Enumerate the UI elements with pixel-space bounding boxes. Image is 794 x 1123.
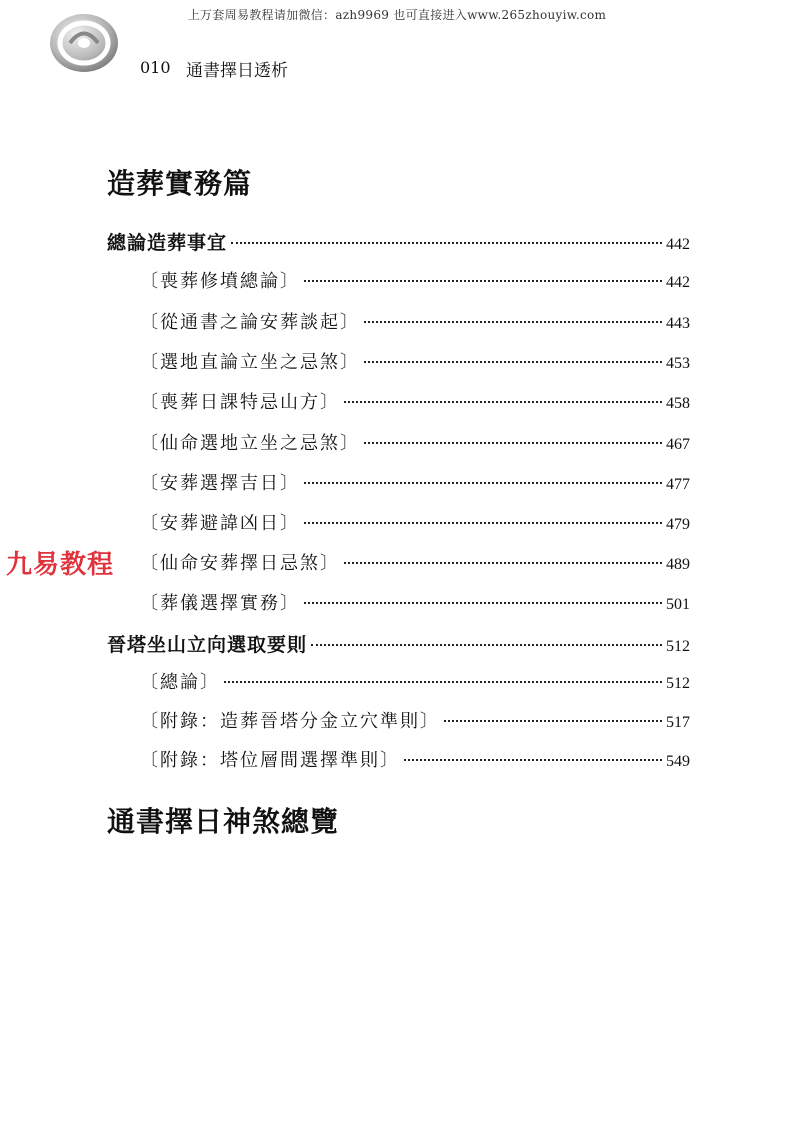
toc-entry-label: 〔葬儀選擇實務〕 xyxy=(140,593,300,614)
toc-entry-page: 512 xyxy=(666,675,690,692)
leader-dots xyxy=(364,442,662,444)
toc-entry[interactable] xyxy=(140,469,690,495)
toc-entry[interactable] xyxy=(140,589,690,615)
toc-entry-label: 晉塔坐山立向選取要則 xyxy=(107,634,308,656)
toc-entry-page: 467 xyxy=(666,436,690,453)
toc-entry-page: 442 xyxy=(666,274,690,291)
toc-entry-label: 〔選地直論立坐之忌煞〕 xyxy=(140,352,360,373)
toc-entry[interactable] xyxy=(140,746,690,772)
toc-entry[interactable] xyxy=(140,348,690,374)
leader-dots xyxy=(304,602,662,604)
page-number: 010 xyxy=(140,58,171,77)
toc-entry-page: 442 xyxy=(666,236,690,253)
section-title: 造葬實務篇 xyxy=(107,167,253,200)
leader-dots xyxy=(304,280,662,282)
leader-dots xyxy=(364,361,662,363)
toc-entry-page: 501 xyxy=(666,596,690,613)
toc-entry[interactable] xyxy=(140,308,690,334)
section-title: 通書擇日神煞總覽 xyxy=(107,805,340,838)
leader-dots xyxy=(224,681,662,683)
top-watermark: 上万套周易教程请加微信：azh9969 也可直接进入www.265zhouyiw.com xyxy=(187,8,607,22)
toc-entry-label: 總論造葬事宜 xyxy=(107,232,228,254)
toc-entry[interactable] xyxy=(107,630,690,657)
toc-entry[interactable] xyxy=(107,228,690,255)
logo-icon xyxy=(48,12,120,74)
toc-entry[interactable] xyxy=(140,429,690,455)
toc-entry-label: 〔附錄：塔位層間選擇準則〕 xyxy=(140,750,400,771)
leader-dots xyxy=(344,401,662,403)
toc-entry[interactable] xyxy=(140,388,690,414)
toc-entry[interactable] xyxy=(140,267,690,293)
toc-entry-label: 〔仙命選地立坐之忌煞〕 xyxy=(140,433,360,454)
toc-entry-label: 〔總論〕 xyxy=(140,672,220,693)
leader-dots xyxy=(364,321,662,323)
toc-entry-page: 489 xyxy=(666,556,690,573)
book-title: 通書擇日透析 xyxy=(186,61,288,81)
toc-entry-page: 443 xyxy=(666,315,690,332)
leader-dots xyxy=(311,644,662,646)
toc-entry[interactable] xyxy=(140,707,690,733)
side-watermark: 九易教程 xyxy=(6,550,115,580)
leader-dots xyxy=(304,522,662,524)
toc-entry-page: 477 xyxy=(666,476,690,493)
toc-entry-page: 479 xyxy=(666,516,690,533)
leader-dots xyxy=(404,759,662,761)
leader-dots xyxy=(344,562,662,564)
toc-entry-label: 〔喪葬修墳總論〕 xyxy=(140,271,300,292)
toc-entry-label: 〔安葬避諱凶日〕 xyxy=(140,513,300,534)
leader-dots xyxy=(444,720,662,722)
toc-entry-label: 〔安葬選擇吉日〕 xyxy=(140,473,300,494)
toc-entry-page: 517 xyxy=(666,714,690,731)
toc-entry[interactable] xyxy=(140,668,690,694)
toc-entry-page: 549 xyxy=(666,753,690,770)
toc-entry-label: 〔仙命安葬擇日忌煞〕 xyxy=(140,553,340,574)
leader-dots xyxy=(304,482,662,484)
toc-entry-label: 〔附錄：造葬晉塔分金立穴準則〕 xyxy=(140,711,440,732)
toc-entry-page: 458 xyxy=(666,395,690,412)
toc-entry[interactable] xyxy=(140,509,690,535)
toc-entry-label: 〔從通書之論安葬談起〕 xyxy=(140,312,360,333)
toc-entry-page: 453 xyxy=(666,355,690,372)
toc-entry[interactable] xyxy=(140,549,690,575)
toc-entry-label: 〔喪葬日課特忌山方〕 xyxy=(140,392,340,413)
leader-dots xyxy=(231,242,662,244)
toc-entry-page: 512 xyxy=(666,638,690,655)
